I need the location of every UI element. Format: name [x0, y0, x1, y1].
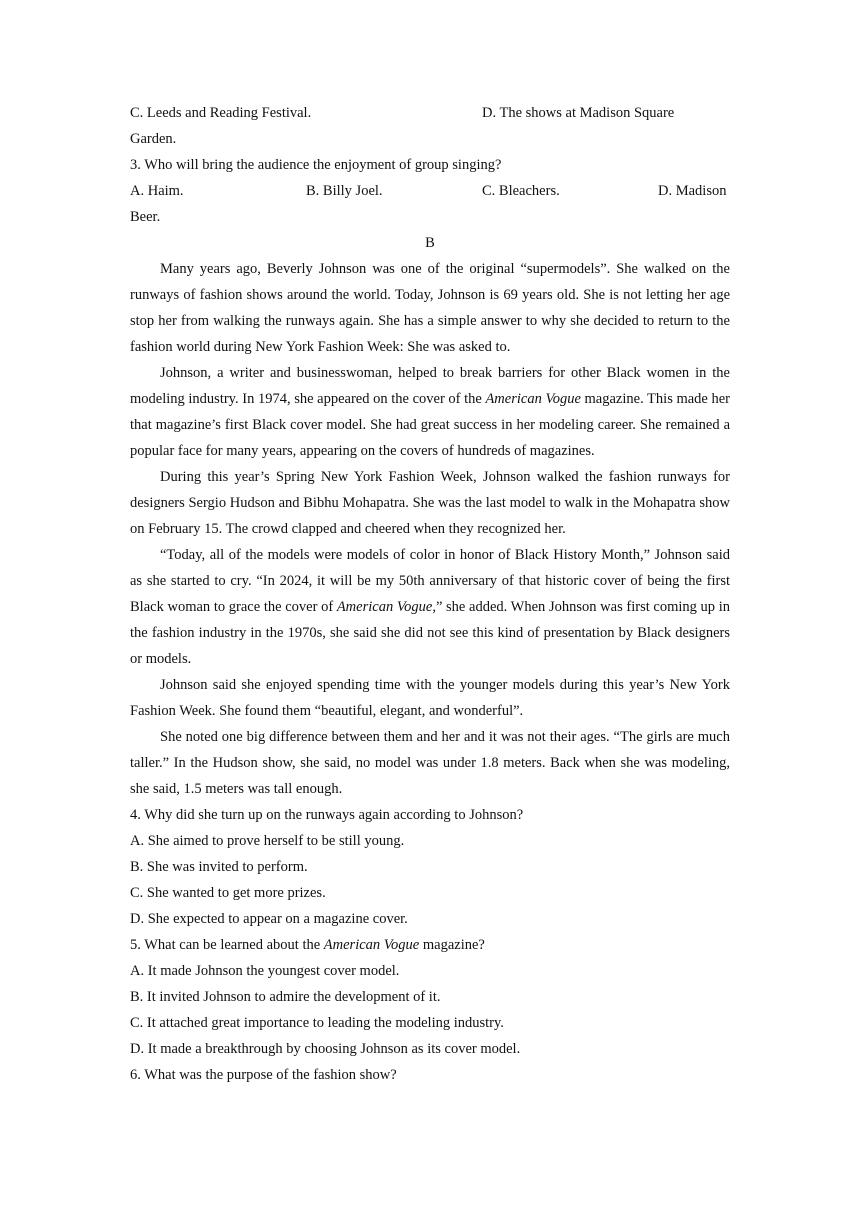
q3-options	[130, 178, 730, 204]
q3-option-b: B. Billy Joel.	[306, 183, 383, 199]
q3-option-a: A. Haim.	[130, 183, 184, 199]
document-page	[130, 100, 730, 1088]
q3-option-d-wrap: Beer.	[130, 209, 161, 225]
q3-option-c: C. Bleachers.	[482, 183, 560, 199]
q4-option-d: D. She expected to appear on a magazine cover.	[130, 911, 408, 927]
q2-option-d-wrap: Garden.	[130, 131, 177, 147]
q5-option-d: D. It made a breakthrough by choosing Johnson as its cover model.	[130, 1041, 521, 1057]
passage-paragraph-3: During this year’s Spring New York Fashion Week, Johnson walked the fashion runways for designers Sergio Hudson and Bibhu Mohapatra. She was the last model to walk in the Mohapatra show on February 15. The crowd clapped and cheered when they recognized her.	[130, 469, 730, 537]
q2-option-c: C. Leeds and Reading Festival.	[130, 105, 312, 121]
passage-paragraph-2: Johnson, a writer and businesswoman, helped to break barriers for other Black women in the modeling industry. In 1974, she appeared on the cover of the American Vogue magazine. This made her that magazine’s first Black cover model. She had great success in her modeling career. She remained a popular face for many years, appearing on the covers of hundreds of magazines.	[130, 365, 731, 459]
q5-option-a: A. It made Johnson the youngest cover model.	[130, 963, 400, 979]
q5-question: 5. What can be learned about the American Vogue magazine?	[130, 937, 485, 953]
passage-paragraph-1: Many years ago, Beverly Johnson was one of the original “supermodels”. She walked on the runways of fashion shows around the world. Today, Johnson is 69 years old. She is not letting her age stop her from walking the runways again. She has a simple answer to why she decided to return to the fashion world during New York Fashion Week: She was asked to.	[130, 261, 730, 355]
magazine-title: American Vogue	[336, 599, 433, 615]
q6-question: 6. What was the purpose of the fashion show?	[130, 1067, 397, 1083]
passage-paragraph-4: “Today, all of the models were models of color in honor of Black History Month,” Johnson said as she started to cry. “In 2024, it will be my 50th anniversary of that historic cover of being the first Black woman to grace the cover of American Vogue,” she added. When Johnson was first coming up in the fashion industry in the 1970s, she said she did not see this kind of presentation by Black designers or models.	[130, 547, 731, 667]
magazine-title: American Vogue	[485, 391, 581, 407]
passage-paragraph-5: Johnson said she enjoyed spending time with the younger models during this year’s New York Fashion Week. She found them “beautiful, elegant, and wonderful”.	[130, 677, 730, 719]
q3-question: 3. Who will bring the audience the enjoyment of group singing?	[130, 157, 502, 173]
q2-options-cd	[130, 100, 730, 126]
q4-option-c: C. She wanted to get more prizes.	[130, 885, 326, 901]
q2-option-d: D. The shows at Madison Square	[482, 105, 675, 121]
q4-question: 4. Why did she turn up on the runways again according to Johnson?	[130, 807, 524, 823]
magazine-title: American Vogue	[323, 937, 420, 953]
q4-option-b: B. She was invited to perform.	[130, 859, 308, 875]
section-label: B	[425, 235, 435, 251]
passage-paragraph-6: She noted one big difference between them and her and it was not their ages. “The girls are much taller.” In the Hudson show, she said, no model was under 1.8 meters. Back when she was modeling, she said, 1.5 meters was tall enough.	[130, 729, 730, 797]
q5-option-b: B. It invited Johnson to admire the development of it.	[130, 989, 441, 1005]
q3-option-d: D. Madison	[658, 183, 727, 199]
q4-option-a: A. She aimed to prove herself to be still young.	[130, 833, 405, 849]
q5-option-c: C. It attached great importance to leading the modeling industry.	[130, 1015, 504, 1031]
